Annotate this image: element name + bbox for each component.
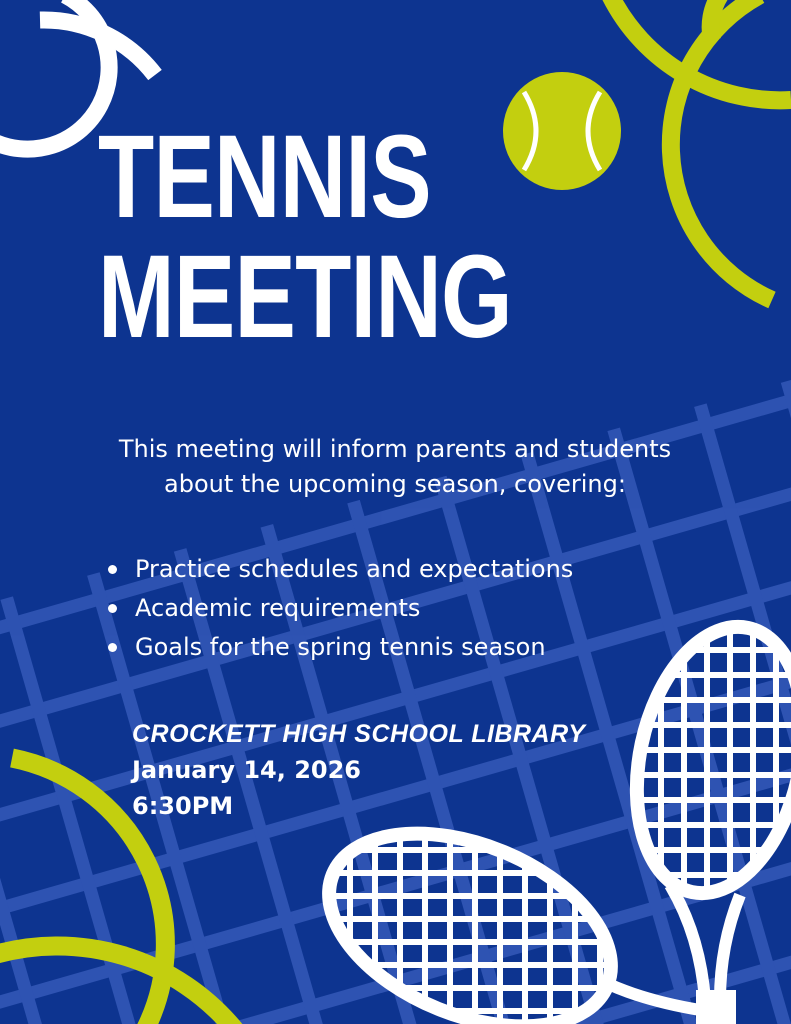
event-date: January 14, 2026 <box>132 756 361 784</box>
event-time: 6:30PM <box>132 792 234 820</box>
title-line-1: TENNIS <box>98 111 431 243</box>
topic-item: Practice schedules and expectations <box>106 550 573 589</box>
topics-list <box>106 550 573 667</box>
topic-item: Goals for the spring tennis season <box>106 628 573 667</box>
topic-item: Academic requirements <box>106 589 573 628</box>
event-details <box>132 716 585 824</box>
intro-text: This meeting will inform parents and students about the upcoming season, covering: <box>118 435 672 498</box>
event-venue: CROCKETT HIGH SCHOOL LIBRARY <box>132 720 586 748</box>
title-line-2: MEETING <box>98 231 512 363</box>
